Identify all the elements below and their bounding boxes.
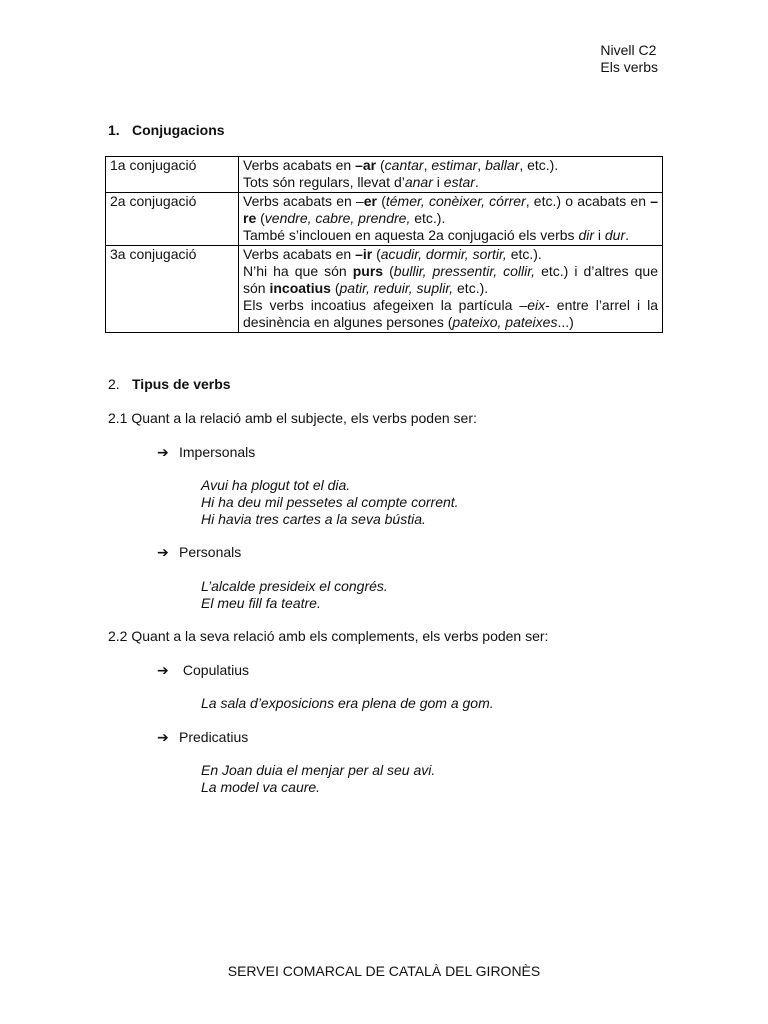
italic-text: estar [443, 174, 475, 190]
example-sentence: Hi havia tres cartes a la seva bústia. [201, 511, 426, 527]
text-run: ( [372, 246, 381, 262]
conjugations-table [105, 156, 663, 333]
conjugation-description [239, 246, 663, 333]
example-sentence: En Joan duia el menjar per al seu avi. [201, 762, 436, 778]
arrow-right-icon: ➔ [157, 662, 169, 678]
bold-text: purs [352, 263, 384, 279]
italic-text: patir, reduir, suplir, [339, 280, 454, 296]
conjugation-label: 1a conjugació [106, 157, 239, 193]
section-1-title: Conjugacions [132, 122, 225, 138]
text-run: ( [377, 193, 386, 209]
text-run: També s’inclouen en aquesta 2a conjugació els verbs [243, 227, 579, 243]
bullet-predicatius [157, 729, 248, 746]
text-run: N’hi ha que són [243, 263, 353, 279]
bullet-impersonals [157, 444, 255, 461]
bullet-label: Personals [179, 544, 242, 560]
text-run: i [594, 227, 605, 243]
text-run: , [477, 157, 486, 173]
text-run: , etc.) o acabats en [525, 193, 651, 209]
text-run: , etc.). [519, 157, 559, 173]
bold-text: er [363, 193, 377, 209]
italic-text: ballar [485, 157, 520, 173]
bold-text: –re [243, 193, 658, 226]
arrow-right-icon: ➔ [157, 729, 169, 745]
italic-text: acudir, dormir, sortir, [380, 246, 507, 262]
bullet-label: Copulatius [179, 662, 250, 678]
italic-text: bullir, pressentir, collir, [393, 263, 536, 279]
italic-text: eix [527, 297, 546, 313]
section-2-title: Tipus de verbs [132, 376, 231, 392]
italic-text: vendre, cabre, prendre, [264, 210, 411, 226]
conjugation-row [106, 157, 663, 193]
italic-text: cantar [384, 157, 424, 173]
italic-text: pateixo, pateixes [452, 314, 558, 330]
conjugation-row [106, 246, 663, 333]
example-sentence: L’alcalde presideix el congrés. [201, 578, 388, 594]
page-footer: SERVEI COMARCAL DE CATALÀ DEL GIRONÈS [227, 963, 541, 979]
description-line [243, 193, 658, 227]
bullet-personals [157, 544, 241, 561]
section-1-number: 1. [108, 122, 120, 138]
text-run: - entre l’arrel i la desinència en algunes persones ( [243, 297, 658, 330]
example-sentence: La sala d’exposicions era plena de gom a gom. [201, 695, 494, 711]
text-run: Tots són regulars, llevat d’ [243, 174, 405, 190]
italic-text: témer, conèixer, córrer [385, 193, 526, 209]
text-run: etc.) i d’altres que són [243, 263, 658, 296]
text-run: etc.). [506, 246, 542, 262]
section-2-heading [108, 376, 231, 393]
text-run: ( [383, 263, 394, 279]
text-run: , [423, 157, 432, 173]
examples-personals [201, 578, 388, 612]
section-2-number: 2. [108, 376, 120, 392]
text-run: ( [376, 157, 385, 173]
subsection-2-1: 2.1 Quant a la relació amb el subjecte, els verbs poden ser: [108, 410, 477, 426]
description-line [243, 297, 658, 331]
text-run: etc.). [453, 280, 489, 296]
level-label: Nivell C2 [600, 42, 657, 58]
bullet-copulatius [157, 662, 249, 679]
conjugation-label: 3a conjugació [106, 246, 239, 333]
arrow-right-icon: ➔ [157, 544, 169, 560]
text-run: i [432, 174, 444, 190]
description-line [243, 227, 658, 244]
italic-text: dur [604, 227, 626, 243]
bullet-label: Impersonals [179, 444, 256, 460]
text-run: Verbs acabats en [243, 246, 356, 262]
description-line [243, 157, 658, 174]
conjugation-description [239, 193, 663, 246]
text-run: . [474, 174, 479, 190]
section-1-heading [108, 122, 225, 139]
italic-text: estimar [431, 157, 478, 173]
bold-text: –ar [355, 157, 377, 173]
bullet-label: Predicatius [179, 729, 249, 745]
text-run: etc.). [410, 210, 446, 226]
description-line [243, 246, 658, 263]
examples-copulatius [201, 695, 494, 712]
italic-text: dir [578, 227, 594, 243]
arrow-right-icon: ➔ [157, 444, 169, 460]
description-line [243, 263, 658, 297]
text-run: Verbs acabats en – [243, 193, 364, 209]
text-run: ( [330, 280, 340, 296]
text-run: . [625, 227, 630, 243]
example-sentence: Hi ha deu mil pessetes al compte corrent. [201, 494, 459, 510]
text-run: Els verbs incoatius afegeixen la partícula – [243, 297, 528, 313]
page-header [600, 42, 658, 76]
example-sentence: Avui ha plogut tot el dia. [201, 477, 351, 493]
text-run: ( [256, 210, 265, 226]
example-sentence: El meu fill fa teatre. [201, 595, 321, 611]
description-line [243, 174, 658, 191]
italic-text: anar [404, 174, 433, 190]
bold-text: incoatius [269, 280, 331, 296]
example-sentence: La model va caure. [201, 779, 321, 795]
conjugation-description [239, 157, 663, 193]
topic-label: Els verbs [600, 59, 658, 75]
conjugation-row [106, 193, 663, 246]
subsection-2-2: 2.2 Quant a la seva relació amb els complements, els verbs poden ser: [108, 628, 549, 644]
text-run: ...) [557, 314, 574, 330]
examples-predicatius [201, 762, 435, 796]
text-run: Verbs acabats en [243, 157, 356, 173]
examples-impersonals [201, 477, 459, 528]
conjugation-label: 2a conjugació [106, 193, 239, 246]
bold-text: –ir [355, 246, 373, 262]
